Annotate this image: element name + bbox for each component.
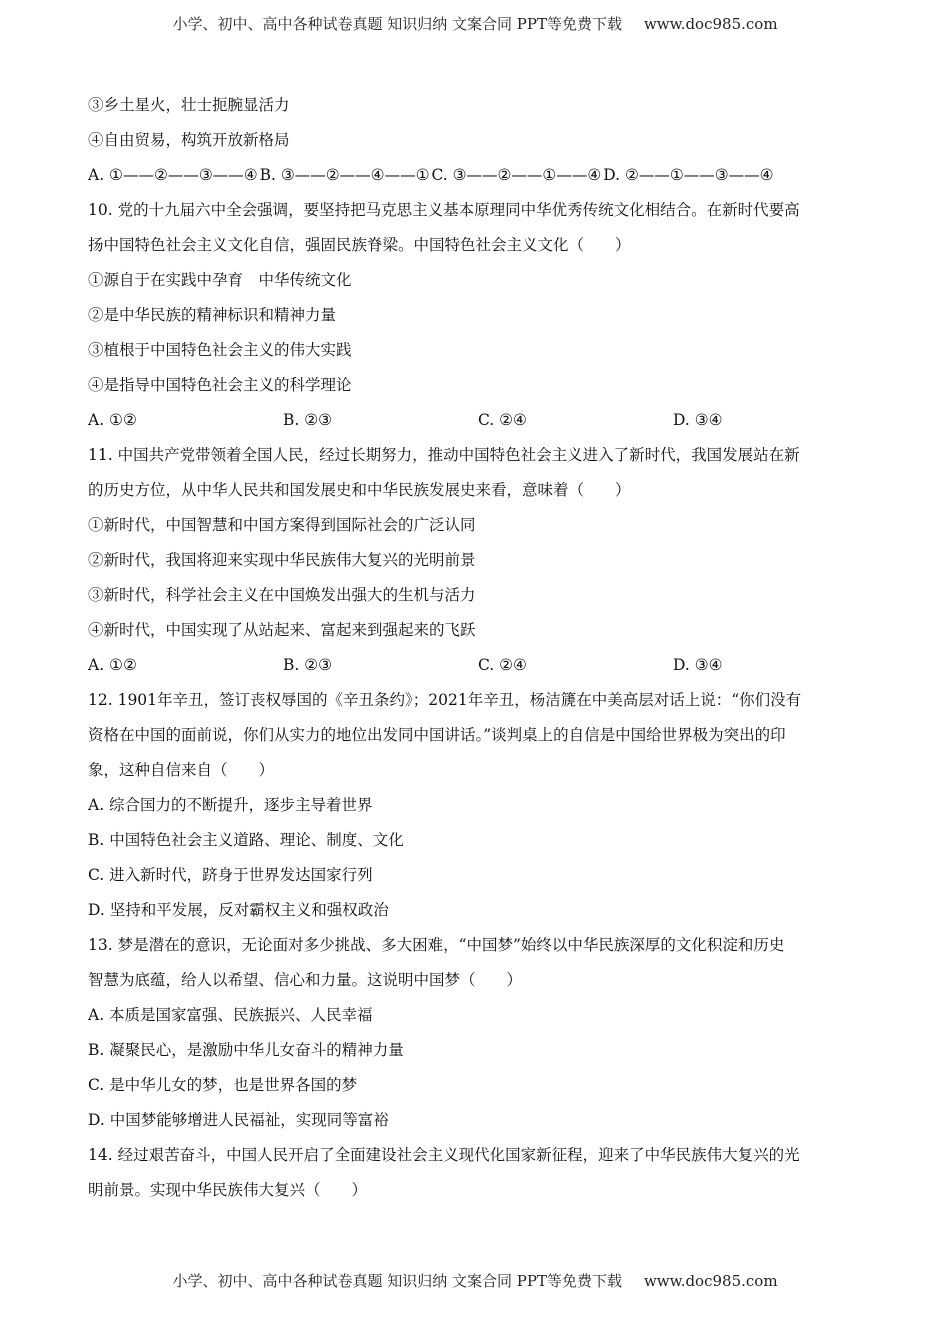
question-10: [88, 193, 868, 438]
page-footer: [0, 1270, 950, 1291]
q9-option-b: B. ③——②——④——①: [259, 166, 430, 184]
q9-options: [88, 158, 868, 193]
q11-item-2: ②新时代，我国将迎来实现中华民族伟大复兴的光明前景: [88, 551, 476, 569]
q12-option-a: A. 综合国力的不断提升，逐步主导着世界: [88, 796, 373, 814]
q14-stem-line-1: 14. 经过艰苦奋斗，中国人民开启了全面建设社会主义现代化国家新征程，迎来了中华民族伟大复兴的光: [88, 1146, 800, 1164]
q11-stem-line-1: 11. 中国共产党带领着全国人民，经过长期努力，推动中国特色社会主义进入了新时代，我国发展站在新: [88, 446, 800, 464]
q12-option-c: C. 进入新时代，跻身于世界发达国家行列: [88, 866, 373, 884]
q11-stem-line-2: 的历史方位，从中华人民共和国发展史和中华民族发展史来看，意味着（ ）: [88, 481, 631, 499]
page-header: [0, 13, 950, 34]
q12-stem-line-3: 象，这种自信来自（ ）: [88, 761, 275, 779]
q11-options: [88, 648, 868, 683]
q10-item-2: ②是中华民族的精神标识和精神力量: [88, 306, 337, 324]
q11-item-3: ③新时代，科学社会主义在中国焕发出强大的生机与活力: [88, 586, 476, 604]
q10-item-1: ①源自于在实践中孕育 中华传统文化: [88, 271, 352, 289]
q9-option-c: C. ③——②——①——④: [431, 166, 602, 184]
question-12: [88, 683, 868, 928]
q13-stem-line-2: 智慧为底蕴，给人以希望、信心和力量。这说明中国梦（ ）: [88, 971, 523, 989]
question-11: [88, 438, 868, 683]
q11-item-4: ④新时代，中国实现了从站起来、富起来到强起来的飞跃: [88, 621, 476, 639]
question-9-tail: [88, 88, 868, 193]
q10-option-d: D. ③④: [673, 411, 723, 429]
q12-stem-line-1: 12. 1901年辛丑，签订丧权辱国的《辛丑条约》；2021年辛丑，杨洁篪在中美高层对话上说：“你们没有: [88, 691, 802, 709]
q9-option-d: D. ②——①——③——④: [603, 166, 774, 184]
q9-item-4: ④自由贸易，构筑开放新格局: [88, 131, 290, 149]
q14-stem-line-2: 明前景。实现中华民族伟大复兴（ ）: [88, 1181, 368, 1199]
question-14: [88, 1138, 868, 1208]
question-13: [88, 928, 868, 1138]
q13-stem-line-1: 13. 梦是潜在的意识，无论面对多少挑战、多大困难，“中国梦”始终以中华民族深厚的文化积淀和历史: [88, 936, 785, 954]
q10-option-c: C. ②④: [478, 411, 527, 429]
q10-option-b: B. ②③: [283, 411, 333, 429]
q13-option-c: C. 是中华儿女的梦，也是世界各国的梦: [88, 1076, 358, 1094]
q11-option-d: D. ③④: [673, 656, 723, 674]
header-site: www.doc985.com: [643, 15, 778, 33]
q13-option-b: B. 凝聚民心，是激励中华儿女奋斗的精神力量: [88, 1041, 404, 1059]
q11-item-1: ①新时代，中国智慧和中国方案得到国际社会的广泛认同: [88, 516, 476, 534]
q10-option-a: A. ①②: [88, 411, 137, 429]
q9-item-3: ③乡土星火，壮士扼腕显活力: [88, 96, 290, 114]
q10-item-4: ④是指导中国特色社会主义的科学理论: [88, 376, 352, 394]
q13-option-d: D. 中国梦能够增进人民福祉，实现同等富裕: [88, 1111, 389, 1129]
q10-stem-line-1: 10. 党的十九届六中全会强调，要坚持把马克思主义基本原理同中华优秀传统文化相结合。在新时代要高: [88, 201, 800, 219]
q10-stem-line-2: 扬中国特色社会主义文化自信，强固民族脊梁。中国特色社会主义文化（ ）: [88, 236, 631, 254]
q12-option-b: B. 中国特色社会主义道路、理论、制度、文化: [88, 831, 404, 849]
q11-option-c: C. ②④: [478, 656, 527, 674]
q9-option-a: A. ①——②——③——④: [88, 166, 258, 184]
footer-site: www.doc985.com: [643, 1272, 778, 1290]
q11-option-b: B. ②③: [283, 656, 333, 674]
header-text: 小学、初中、高中各种试卷真题 知识归纳 文案合同 PPT等免费下载: [172, 15, 622, 33]
question-content: [88, 88, 868, 1208]
q12-option-d: D. 坚持和平发展，反对霸权主义和强权政治: [88, 901, 389, 919]
footer-text: 小学、初中、高中各种试卷真题 知识归纳 文案合同 PPT等免费下载: [172, 1272, 622, 1290]
q11-option-a: A. ①②: [88, 656, 137, 674]
q10-options: [88, 403, 868, 438]
q10-item-3: ③植根于中国特色社会主义的伟大实践: [88, 341, 352, 359]
q12-stem-line-2: 资格在中国的面前说，你们从实力的地位出发同中国讲话。”谈判桌上的自信是中国给世界极为突出的印: [88, 726, 786, 744]
q13-option-a: A. 本质是国家富强、民族振兴、人民幸福: [88, 1006, 373, 1024]
